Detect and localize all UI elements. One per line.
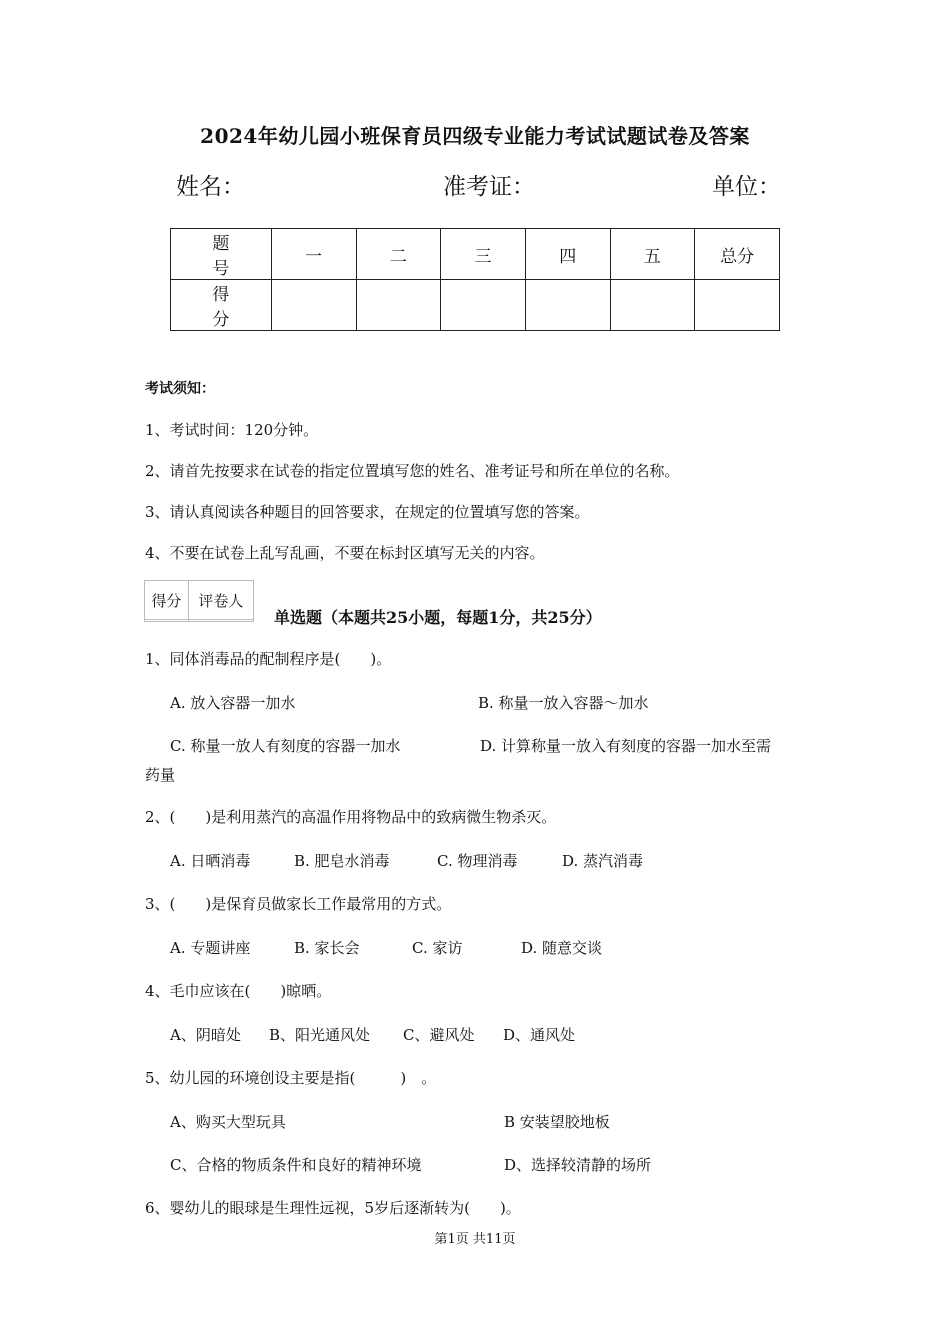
question-1-option-c: C. 称量一放人有刻度的容器一加水 [170,737,401,755]
document-title: 2024年幼儿园小班保育员四级专业能力考试试题试卷及答案 [200,124,750,148]
exam-id-field-label: 准考证： [443,174,535,200]
question-4-option-d: D、通风处 [503,1026,576,1044]
question-3-stem: 3、( )是保育员做家长工作最常用的方式。 [145,895,452,913]
question-2-option-a: A. 日晒消毒 [170,852,251,870]
question-5-stem: 5、幼儿园的环境创设主要是指( ) 。 [145,1069,437,1087]
question-2-option-c: C. 物理消毒 [437,852,518,870]
question-4-option-b: B、阳光通风处 [269,1026,371,1044]
score-table-header-5: 五 [610,229,695,280]
unit-field-label: 单位： [712,174,781,200]
grader-box-score-label: 得分 [145,581,189,620]
question-5-option-d: D、选择较清静的场所 [504,1156,652,1174]
score-table [170,228,780,331]
score-cell-4 [525,280,610,331]
score-table-score-row [171,280,780,331]
notice-item-4: 4、不要在试卷上乱写乱画，不要在标封区填写无关的内容。 [145,544,545,562]
score-cell-3 [441,280,526,331]
question-3-option-a: A. 专题讲座 [170,939,251,957]
question-6-stem: 6、婴幼儿的眼球是生理性远视，5岁后逐渐转为( )。 [145,1199,521,1217]
question-3-option-d: D. 随意交谈 [521,939,603,957]
question-4-stem: 4、毛巾应该在( )晾晒。 [145,982,332,1000]
question-3-option-b: B. 家长会 [294,939,360,957]
grader-box-score-cell [145,620,189,622]
question-5-option-a: A、购买大型玩具 [170,1113,286,1131]
score-table-header-3: 三 [441,229,526,280]
question-5-option-c: C、合格的物质条件和良好的精神环境 [170,1156,422,1174]
notice-item-3: 3、请认真阅读各种题目的回答要求，在规定的位置填写您的答案。 [145,503,590,521]
question-2-stem: 2、( )是利用蒸汽的高温作用将物品中的致病微生物杀灭。 [145,808,557,826]
score-table-row-label: 得 分 [171,280,272,331]
score-table-header-row [171,229,780,280]
question-1-option-b: B. 称量一放入容器～加水 [478,694,649,712]
question-1-option-a: A. 放入容器一加水 [170,694,296,712]
score-table-header-total: 总分 [695,229,780,280]
question-4-option-c: C、避风处 [403,1026,475,1044]
notice-heading: 考试须知： [145,381,215,397]
score-cell-total [695,280,780,331]
score-cell-5 [610,280,695,331]
question-4-option-a: A、阴暗处 [170,1026,241,1044]
score-table-header-4: 四 [525,229,610,280]
score-cell-2 [356,280,441,331]
page-footer: 第1页 共11页 [434,1232,516,1247]
question-3-option-c: C. 家访 [412,939,463,957]
notice-item-2: 2、请首先按要求在试卷的指定位置填写您的姓名、准考证号和所在单位的名称。 [145,462,680,480]
score-cell-1 [271,280,356,331]
score-table-header-label: 题 号 [171,229,272,280]
question-1-option-d: D. 计算称量一放入有刻度的容器一加水至需 [480,737,772,755]
score-table-header-1: 一 [271,229,356,280]
question-2-option-b: B. 肥皂水消毒 [294,852,390,870]
section-title: 单选题（本题共25小题，每题1分，共25分） [274,608,602,627]
score-table-header-2: 二 [356,229,441,280]
question-1-stem: 1、同体消毒品的配制程序是( )。 [145,650,392,668]
grader-box [144,580,254,622]
question-2-option-d: D. 蒸汽消毒 [562,852,644,870]
notice-item-1: 1、考试时间：120分钟。 [145,421,319,439]
name-field-label: 姓名： [176,174,245,200]
grader-box-grader-label: 评卷人 [188,581,253,620]
question-1-option-d-continued: 药量 [145,766,176,784]
grader-box-grader-cell [188,620,253,622]
question-5-option-b: B 安装望胶地板 [504,1113,610,1131]
